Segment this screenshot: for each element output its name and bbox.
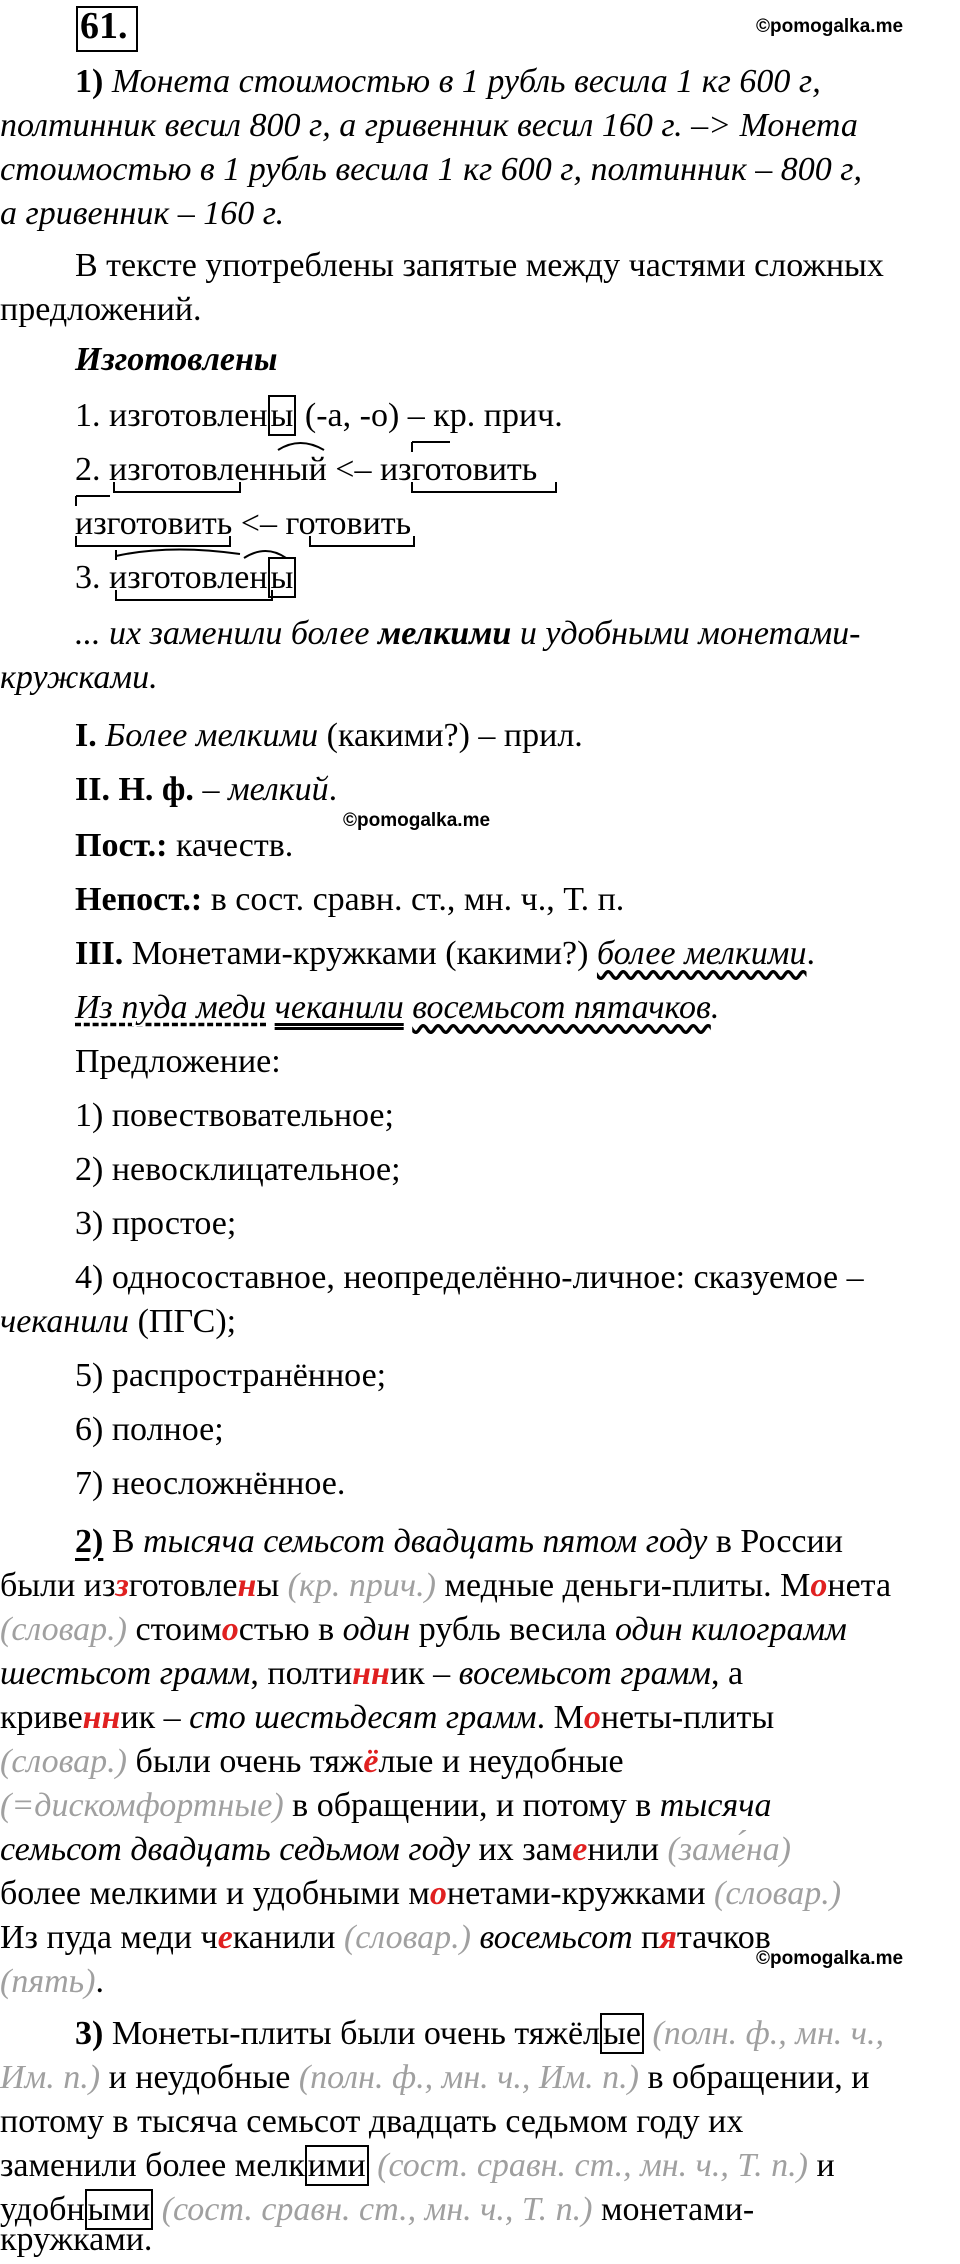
p1-line2: полтинник весил 800 г, а гривенник весил 160 г. –> Монета: [0, 107, 858, 144]
p1-line4: а гривенник – 160 г.: [0, 195, 285, 232]
sentence-item-4-cont: чеканили (ПГС);: [0, 1303, 237, 1340]
exercise-number: 61.: [80, 5, 128, 47]
ending-box: ы: [268, 557, 297, 598]
p2-line4: шестьсот грамм, полтинник – восемьсот грамм, а: [0, 1655, 744, 1692]
sentence-item-6: 6) полное;: [75, 1411, 224, 1448]
p2-line1: 2) В тысяча семьсот двадцать пятом году в России: [75, 1523, 843, 1560]
parse-3: Пост.: качеств.: [75, 827, 294, 864]
ending-box: ые: [600, 2013, 644, 2054]
p3-line3: потому в тысяча семьсот двадцать седьмом году их: [0, 2103, 744, 2140]
morph-line-3: изготовить <– готовить: [75, 505, 412, 542]
comma-note-2: предложений.: [0, 291, 202, 328]
morph-line-1: 1. изготовлены (-а, -о) – кр. прич.: [75, 397, 563, 434]
p3-line4: заменили более мелкими (сост. сравн. ст., мн. ч., Т. п.) и: [0, 2147, 835, 2184]
comma-note-1: В тексте употреблены запятые между частями сложных: [75, 247, 884, 284]
p2-line2: были иззготовлены (кр. прич.) медные деньги-плиты. Монета: [0, 1567, 892, 1604]
p1-line3: стоимостью в 1 рубль весила 1 кг 600 г, полтинник – 800 г,: [0, 151, 862, 188]
word-title: Изготовлены: [75, 341, 278, 378]
sentence-item-7: 7) неосложнённое.: [75, 1465, 346, 1502]
p2-line9: более мелкими и удобными монетами-кружками (словар.): [0, 1875, 842, 1912]
quote-line-2: кружками.: [0, 659, 158, 696]
parse-4: Непост.: в сост. сравн. ст., мн. ч., Т. п.: [75, 881, 625, 918]
ending-box: ыми: [85, 2189, 154, 2230]
p2-line7: (=дискомфортные) в обращении, и потому в тысяча: [0, 1787, 772, 1824]
ending-box: ы: [268, 395, 297, 436]
p2-line11: (пять).: [0, 1963, 104, 2000]
watermark: ©pomogalka.me: [756, 16, 904, 37]
parse-1: I. Более мелкими (какими?) – прил.: [75, 717, 583, 754]
p2-line10: Из пуда меди чеканили (словар.) восемьсот пятачков: [0, 1919, 771, 1956]
ending-box: ими: [305, 2145, 369, 2186]
sentence-item-4: 4) односоставное, неопределённо-личное: сказуемое –: [75, 1259, 864, 1296]
sentence-item-3: 3) простое;: [75, 1205, 237, 1242]
sentence-item-2: 2) невосклицательное;: [75, 1151, 401, 1188]
p3-line2: Им. п.) и неудобные (полн. ф., мн. ч., Им. п.) в обращении, и: [0, 2059, 870, 2096]
watermark-3: ©pomogalka.me: [756, 1948, 904, 1969]
watermark-2: ©pomogalka.me: [343, 810, 491, 831]
sentence-item-1: 1) повествовательное;: [75, 1097, 394, 1134]
p2-line8: семьсот двадцать седьмом году их заменили (заме́на): [0, 1831, 792, 1868]
p3-line6: кружками.: [0, 2221, 153, 2258]
parse-2: II. Н. ф. – мелкий.: [75, 771, 338, 808]
p3-line5: удобными (сост. сравн. ст., мн. ч., Т. п.) монетами-: [0, 2191, 755, 2228]
p2-line5: кривенник – сто шестьдесят грамм. Монеты-плиты: [0, 1699, 775, 1736]
morph-line-2: 2. изготовленный <– изготовить: [75, 451, 538, 488]
p3-line1: 3) Монеты-плиты были очень тяжёлые (полн. ф., мн. ч.,: [75, 2015, 885, 2052]
quote-line-1: ... их заменили более мелкими и удобными монетами-: [75, 615, 861, 652]
parse-5: III. Монетами-кружками (какими?) более мелкими.: [75, 935, 815, 972]
p1-line1: 1) Монета стоимостью в 1 рубль весила 1 кг 600 г,: [75, 63, 821, 100]
p2-line6: (словар.) были очень тяжёлые и неудобные: [0, 1743, 624, 1780]
sentence-heading: Предложение:: [75, 1043, 281, 1080]
sentence-item-5: 5) распространённое;: [75, 1357, 387, 1394]
sentence-analysis: Из пуда меди чеканили восемьсот пятачков.: [75, 989, 720, 1026]
p2-line3: (словар.) стоимостью в один рубль весила один килограмм: [0, 1611, 847, 1648]
morph-line-4: 3. изготовлены: [75, 554, 960, 602]
